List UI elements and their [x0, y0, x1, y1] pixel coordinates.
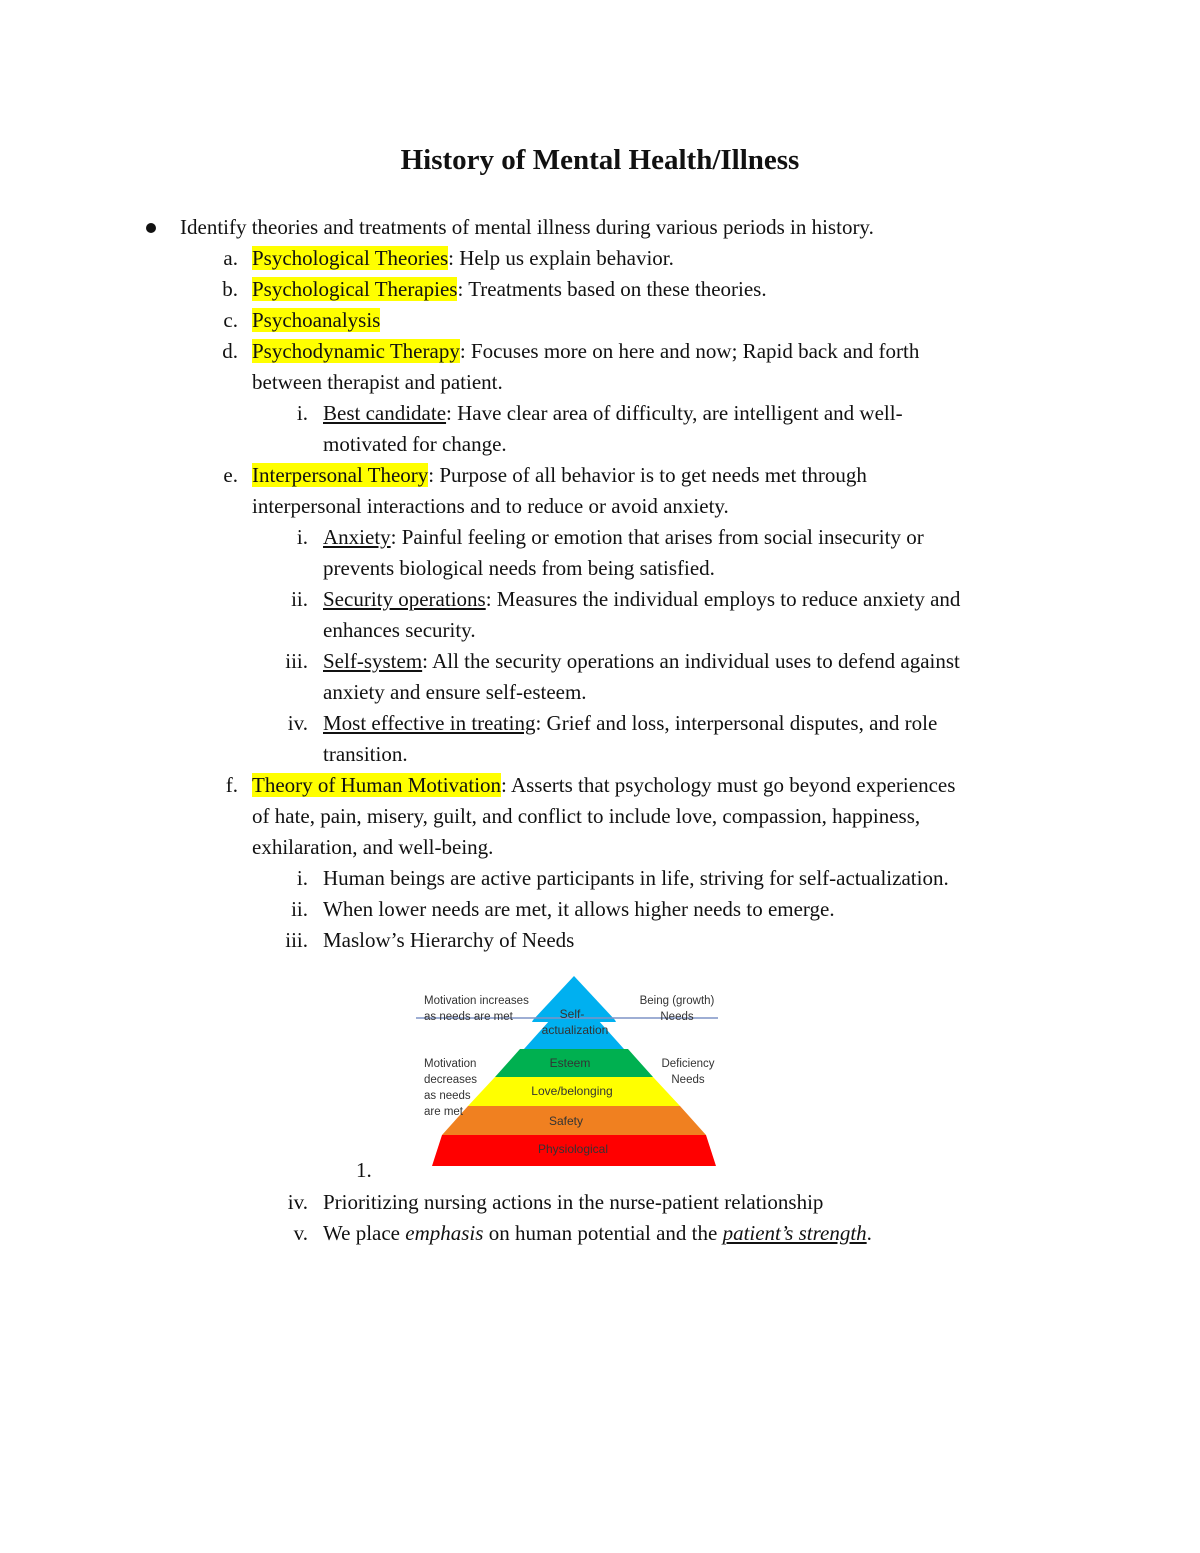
nested-list-marker: 1.	[356, 1158, 372, 1182]
list-item	[252, 460, 867, 491]
underlined-term: Self-system	[323, 649, 423, 673]
side-label: are met	[424, 1106, 463, 1118]
list-item	[323, 584, 960, 615]
list-item	[323, 646, 960, 677]
side-label: Deficiency	[661, 1058, 715, 1070]
item-text: : Have clear area of difficulty, are intelligent and well-	[446, 401, 903, 425]
item-text: : All the security operations an individual uses to defend against	[422, 649, 960, 673]
list-item	[252, 274, 767, 305]
side-label: as needs are met	[424, 1011, 513, 1023]
intro-text: Identify theories and treatments of mental illness during various periods in history.	[180, 215, 874, 239]
list-marker: i.	[296, 866, 308, 890]
list-item: When lower needs are met, it allows higher needs to emerge.	[323, 897, 835, 921]
item-text: : Painful feeling or emotion that arises from social insecurity or	[390, 525, 924, 549]
item-text: exhilaration, and well-being.	[252, 835, 494, 859]
item-text: .	[866, 1221, 872, 1245]
item-text: anxiety and ensure self-esteem.	[323, 680, 587, 704]
list-marker: e.	[223, 463, 238, 487]
highlighted-term: Interpersonal Theory	[252, 463, 429, 487]
level-label: Physiological	[537, 1142, 609, 1156]
highlighted-term: Psychoanalysis	[252, 308, 381, 332]
level-label: actualization	[541, 1023, 609, 1037]
item-text: : Measures the individual employs to reduce anxiety and	[485, 587, 961, 611]
list-item	[323, 522, 924, 553]
side-label: Being (growth)	[639, 995, 715, 1007]
highlighted-term: Psychodynamic Therapy	[252, 339, 460, 363]
list-item	[252, 243, 674, 274]
list-marker: f.	[225, 773, 238, 797]
underlined-term: Most effective in treating	[323, 711, 536, 735]
list-marker: a.	[223, 246, 238, 270]
item-text: of hate, pain, misery, guilt, and conflict to include love, compassion, happiness,	[252, 804, 921, 828]
list-marker: iii.	[285, 649, 308, 673]
italic-term: emphasis	[405, 1221, 484, 1245]
italic-underlined-term: patient’s strength	[722, 1221, 867, 1245]
list-marker: ii.	[291, 897, 308, 921]
item-text: : Focuses more on here and now; Rapid back and forth	[459, 339, 920, 363]
list-item	[252, 336, 919, 367]
underlined-term: Best candidate	[323, 401, 447, 425]
list-item	[252, 305, 380, 336]
list-marker: ii.	[291, 587, 308, 611]
item-text: prevents biological needs from being satisfied.	[323, 556, 715, 580]
list-marker: b.	[222, 277, 238, 301]
side-label: decreases	[424, 1074, 478, 1086]
item-text: : Purpose of all behavior is to get needs met through	[428, 463, 867, 487]
list-item	[323, 708, 937, 739]
page-title: History of Mental Health/Illness	[400, 144, 800, 176]
list-item: Maslow’s Hierarchy of Needs	[323, 928, 575, 952]
underlined-term: Security operations	[323, 587, 486, 611]
list-marker: iv.	[287, 1190, 308, 1214]
highlighted-term: Psychological Therapies	[252, 277, 458, 301]
item-text: : Treatments based on these theories.	[457, 277, 767, 301]
item-text: : Asserts that psychology must go beyond experiences	[501, 773, 956, 797]
list-marker: iii.	[285, 928, 308, 952]
maslow-pyramid-diagram	[412, 974, 732, 1174]
item-text: We place	[323, 1221, 406, 1245]
list-item	[323, 398, 903, 429]
item-text: enhances security.	[323, 618, 476, 642]
list-marker: i.	[296, 401, 308, 425]
item-text: between therapist and patient.	[252, 370, 503, 394]
highlighted-term: Psychological Theories	[252, 246, 449, 270]
item-text: motivated for change.	[323, 432, 507, 456]
side-label: Needs	[660, 1011, 694, 1023]
list-item	[252, 770, 955, 801]
list-marker: v.	[293, 1221, 308, 1245]
level-label: Self-	[559, 1007, 585, 1021]
list-item: Human beings are active participants in life, striving for self-actualization.	[323, 866, 949, 890]
item-text: : Help us explain behavior.	[448, 246, 674, 270]
side-label: as needs	[424, 1090, 471, 1102]
list-marker: d.	[222, 339, 238, 363]
list-marker: c.	[223, 308, 238, 332]
bullet-icon	[146, 223, 156, 233]
side-label: Needs	[671, 1074, 705, 1086]
item-text: interpersonal interactions and to reduce or avoid anxiety.	[252, 494, 729, 518]
list-marker: iv.	[287, 711, 308, 735]
highlighted-term: Theory of Human Motivation	[252, 773, 502, 797]
side-label: Motivation increases	[424, 995, 529, 1007]
item-text: on human potential and the	[483, 1221, 723, 1245]
level-label: Love/belonging	[531, 1084, 613, 1098]
underlined-term: Anxiety	[323, 525, 391, 549]
level-label: Esteem	[549, 1056, 591, 1070]
item-text: : Grief and loss, interpersonal disputes, and role	[535, 711, 938, 735]
item-text: transition.	[323, 742, 408, 766]
list-item	[323, 1218, 872, 1249]
side-label: Motivation	[424, 1058, 477, 1070]
list-marker: i.	[296, 525, 308, 549]
level-label: Safety	[548, 1114, 584, 1128]
list-item: Prioritizing nursing actions in the nurse-patient relationship	[323, 1190, 824, 1214]
